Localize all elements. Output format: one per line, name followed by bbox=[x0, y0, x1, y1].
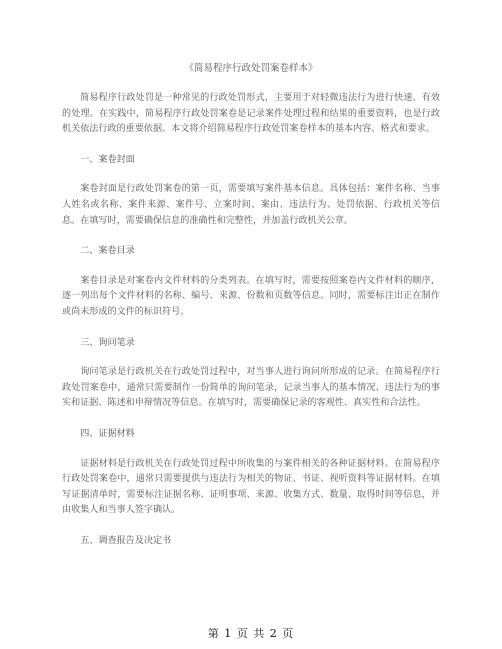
document-body bbox=[62, 91, 440, 549]
page-number: 第 1 页 共 2 页 bbox=[207, 627, 295, 640]
section-heading-inquiry: 三、询问笔录 bbox=[80, 337, 135, 348]
section-body-inquiry: 询问笔录是行政机关在行政处罚过程中，对当事人进行询问所形成的记录。在简易程序行政处罚案卷中，通常只需要制作一份简单的询问笔录，记录当事人的基本情况、违法行为的事实和证据、陈述和申辩情况等信息。在填写时，需要确保记录的客观性、真实性和合法性。 bbox=[62, 367, 440, 409]
section-heading-evidence: 四、证据材料 bbox=[80, 428, 135, 439]
section-heading-cover: 一、案卷封面 bbox=[80, 154, 135, 165]
section-body-cover: 案卷封面是行政处罚案卷的第一页，需要填写案件基本信息。具体包括：案件名称、当事人姓名或名称、案件来源、案件号、立案时间、案由、违法行为、处罚依据、行政机关等信息。在填写时，需要确保信息的准确性和完整性，并加盖行政机关公章。 bbox=[62, 184, 440, 226]
section-heading-report: 五、调查报告及决定书 bbox=[80, 535, 172, 546]
section-body-evidence: 证据材料是行政机关在行政处罚过程中所收集的与案件相关的各种证据材料。在简易程序行政处罚案卷中，通常只需要提供与违法行为相关的物证、书证、视听资料等证据材料。在填写证据清单时，需要标注证据名称、证明事项、来源、收集方式、数量、取得时间等信息，并由收集人和当事人签字确认。 bbox=[62, 458, 440, 516]
intro-paragraph: 简易程序行政处罚是一种常见的行政处罚形式，主要用于对轻微违法行为进行快速、有效的处理。在实践中，简易程序行政处罚案卷是记录案件处理过程和结果的重要资料，也是行政机关依法行政的重要依据。本文将介绍简易程序行政处罚案卷样本的基本内容、格式和要求。 bbox=[62, 93, 440, 135]
section-heading-catalog: 二、案卷目录 bbox=[80, 246, 135, 257]
document-title: 《简易程序行政处罚案卷样本》 bbox=[184, 63, 318, 74]
section-body-catalog: 案卷目录是对案卷内文件材料的分类列表。在填写时，需要按照案卷内文件材料的顺序，逐一列出每个文件材料的名称、编号、来源、份数和页数等信息。同时，需要标注出正在制作或尚未形成的文件的标识符号。 bbox=[62, 275, 440, 317]
